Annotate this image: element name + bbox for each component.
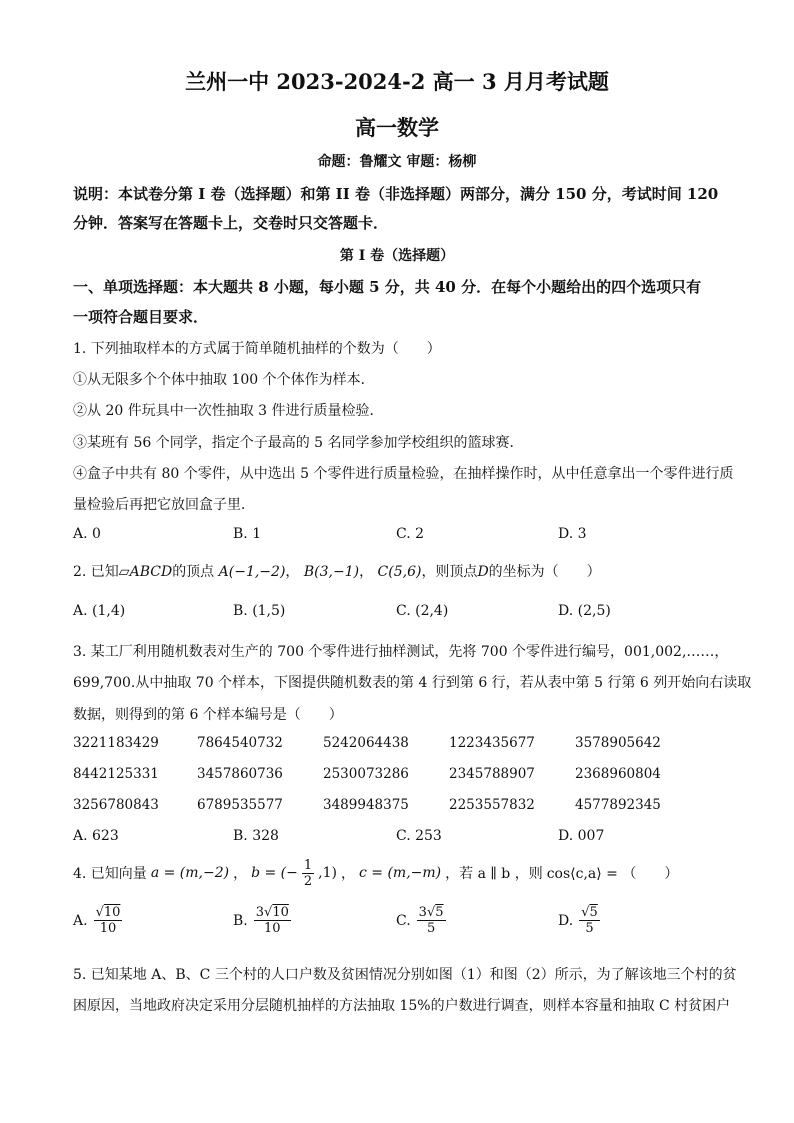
q2-shape: ABCD [129,564,173,580]
q3-option-d: D. 007 [558,828,605,844]
table-cell: 6789535577 [197,797,283,813]
table-cell: 4577892345 [575,797,661,813]
q2-prefix: 2. 已知▱ [73,564,130,580]
q4-vector-b-pre: b = (− [251,865,298,881]
q4-cos-expression: cos⟨c,a⟩ = （ ） [546,866,679,882]
q5-line-1: 5. 已知某地 A、B、C 三个村的人口户数及贫困情况分别如图（1）和图（2）所示，为了解该地三个村的贫 [73,967,737,983]
q4-condition: ，若 a ∥ b ，则 [445,866,543,882]
table-cell: 2345788907 [449,766,535,782]
q1-option-c: C. 2 [396,526,425,542]
q1-option-a: A. 0 [73,526,101,542]
q4-vector-b-post: ,1) [318,865,337,881]
table-cell: 7864540732 [197,735,283,751]
q2-option-d: D. (2,5) [558,603,611,619]
section1-line-1: 一、单项选择题：本大题共 8 小题，每小题 5 分，共 40 分．在每个小题给出的四个选项只有 [73,278,702,296]
q2-mid1: 的顶点 [172,564,215,580]
q1-option-d: D. 3 [558,526,587,542]
table-cell: 8442125331 [73,766,159,782]
table-cell: 1223435677 [449,735,535,751]
q2-stem: 2. 已知▱ABCD的顶点 A(−1,−2)， B(3,−1)， C(5,6)，则顶点D的坐标为（ ） [73,564,601,580]
table-cell: 2253557832 [449,797,535,813]
table-cell: 3221183429 [73,735,159,751]
q4-option-b: B. $\frac{3√10}{10}$ [233,905,289,936]
q2-point-a: A(−1,−2) [218,564,286,580]
q3-option-a: A. 623 [73,828,119,844]
q3-line-3: 数据，则得到的第 6 个样本编号是（ ） [73,707,343,723]
table-cell: 2368960804 [575,766,661,782]
authors-line: 命题：鲁耀文 审题：杨柳 [317,154,477,170]
table-cell: 3256780843 [73,797,159,813]
q1-item-1: ①从无限多个个体中抽取 100 个个体作为样本． [73,372,375,388]
q2-mid2: ，则顶点 [421,564,478,580]
q1-item-4-cont: 量检验后再把它放回盒子里． [73,497,255,513]
table-cell: 3457860736 [197,766,283,782]
q3-line-1: 3. 某工厂利用随机数表对生产的 700 个零件进行抽样测试，先将 700 个零件进行编号，001,002,……， [73,644,729,660]
table-cell: 3489948375 [323,797,409,813]
q1-stem: 1. 下列抽取样本的方式属于简单随机抽样的个数为（ ） [73,341,441,357]
q3-line-2: 699,700.从中抽取 70 个样本，下图提供随机数表的第 4 行到第 6 行，若从表中第 5 行第 6 列开始向右读取 [73,675,752,691]
q2-point-d: D [477,564,489,580]
q4-vector-a: a = (m,−2) [150,865,230,881]
part1-title: 第 I 卷（选择题） [339,248,455,264]
q3-option-b: B. 328 [233,828,279,844]
q4-vector-c: c = (m,−m) [358,865,442,881]
table-cell: 2530073286 [323,766,409,782]
q4-stem: 4. 已知向量 a = (m,−2) ， b = (− $\frac{1}{2}$ ,1) ， c = (m,−m) ，若 a ∥ b ，则 cos⟨c,a⟩ = （ ） [73,857,679,889]
table-cell: 3578905642 [575,735,661,751]
instructions-line-1: 说明：本试卷分第 I 卷（选择题）和第 II 卷（非选择题）两部分，满分 150 分，考试时间 120 [73,185,719,203]
section1-line-2: 一项符合题目要求． [73,308,209,326]
q1-item-2: ②从 20 件玩具中一次性抽取 3 件进行质量检验． [73,403,384,419]
q4-half-fraction: $\frac{1}{2}$ [303,857,313,889]
subject-title: 高一数学 [355,115,439,140]
q2-option-a: A. (1,4) [73,603,126,619]
q4-prefix: 4. 已知向量 [73,866,147,882]
q2-point-c: C(5,6) [377,564,422,580]
q2-point-b: B(3,−1) [303,564,360,580]
q4-option-c: C. $\frac{3√5}{5}$ [396,905,444,936]
q1-item-4: ④盒子中共有 80 个零件，从中选出 5 个零件进行质量检验，在抽样操作时，从中任意拿出一个零件进行质 [73,466,734,482]
table-cell: 5242064438 [323,735,409,751]
q5-line-2: 困原因，当地政府决定采用分层随机抽样的方法抽取 15%的户数进行调查，则样本容量和抽取 C 村贫困户 [73,998,731,1014]
q3-option-c: C. 253 [396,828,442,844]
exam-title: 兰州一中 2023-2024-2 高一 3 月月考试题 [185,69,609,94]
q4-option-d: D. $\frac{√5}{5}$ [558,905,598,936]
q1-option-b: B. 1 [233,526,262,542]
q2-option-c: C. (2,4) [396,603,449,619]
q2-suffix: 的坐标为（ ） [488,564,601,580]
q1-item-3: ③某班有 56 个同学，指定个子最高的 5 名同学参加学校组织的篮球赛． [73,435,524,451]
q2-option-b: B. (1,5) [233,603,286,619]
instructions-line-2: 分钟．答案写在答题卡上，交卷时只交答题卡． [73,214,389,232]
q4-option-a: A. $\frac{√10}{10}$ [73,905,121,936]
